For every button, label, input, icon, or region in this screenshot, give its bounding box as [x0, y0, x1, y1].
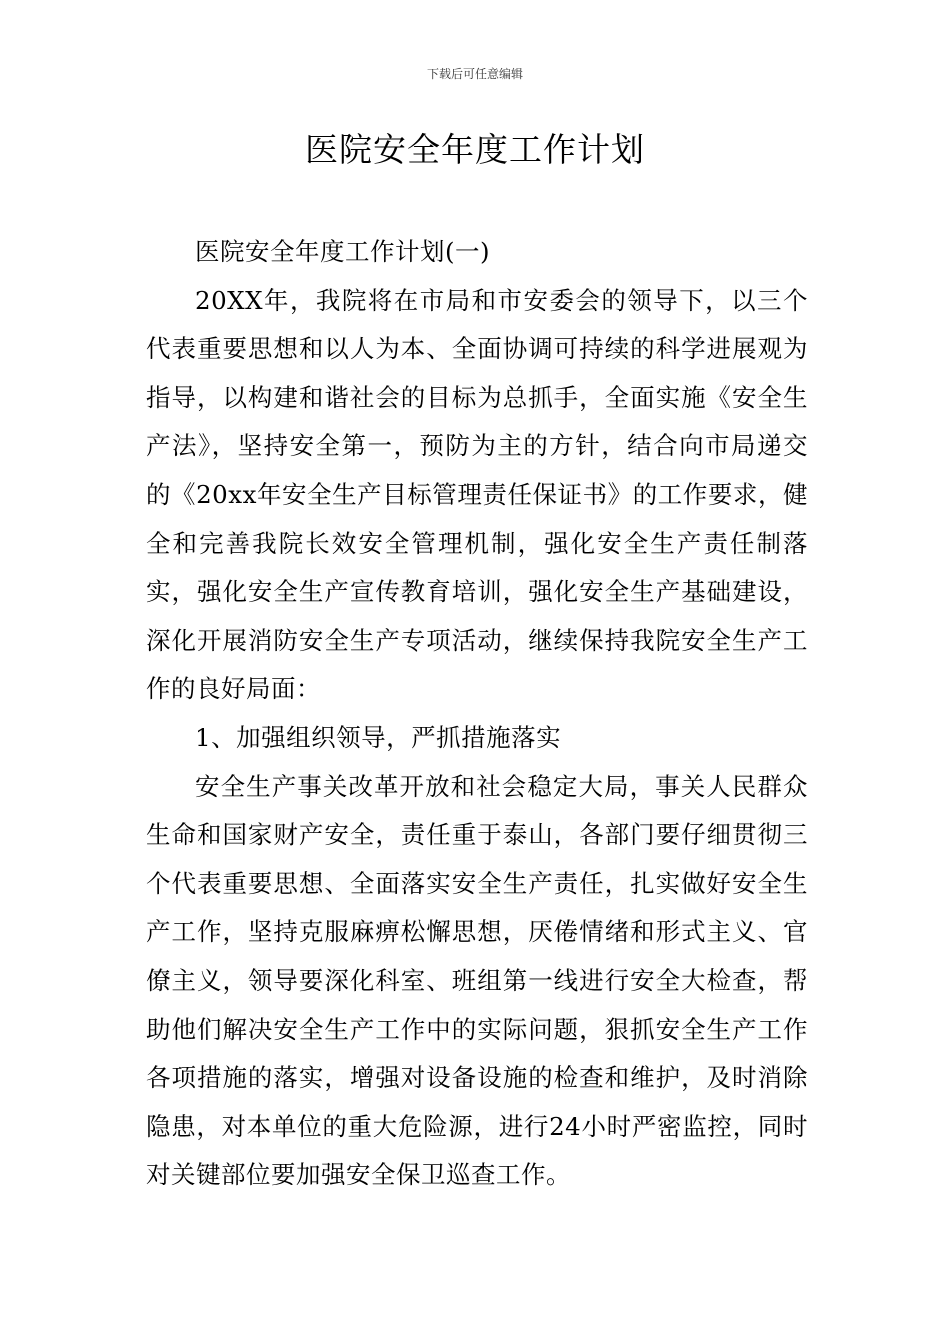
body-paragraph: 安全生产事关改革开放和社会稳定大局，事关人民群众生命和国家财产安全，责任重于泰山，各部门要仔细贯彻三个代表重要思想、全面落实安全生产责任，扎实做好安全生产工作，坚持克服麻痹松懈思想，厌倦情绪和形式主义、官僚主义，领导要深化科室、班组第一线进行安全大检查，帮助他们解决安全生产工作中的实际问题，狠抓安全生产工作各项措施的落实，增强对设备设施的检查和维护，及时消除隐患，对本单位的重大危险源，进行24小时严密监控，同时对关键部位要加强安全保卫巡查工作。 [146, 771, 808, 1190]
document-body [146, 228, 808, 1200]
body-paragraph: 20XX年，我院将在市局和市安委会的领导下，以三个代表重要思想和以人为本、全面协调可持续的科学进展观为指导，以构建和谐社会的目标为总抓手，全面实施《安全生产法》，坚持安全第一，预防为主的方针，结合向市局递交的《20xx年安全生产目标管理责任保证书》的工作要求，健全和完善我院长效安全管理机制，强化安全生产责任制落实，强化安全生产宣传教育培训，强化安全生产基础建设，深化开展消防安全生产专项活动，继续保持我院安全生产工作的良好局面： [146, 285, 808, 704]
document-title: 医院安全年度工作计划 [305, 130, 645, 169]
section-heading: 医院安全年度工作计划(一) [195, 237, 491, 266]
page-header-note: 下载后可任意编辑 [426, 67, 523, 81]
section-heading: 1、加强组织领导，严抓措施落实 [195, 722, 562, 752]
